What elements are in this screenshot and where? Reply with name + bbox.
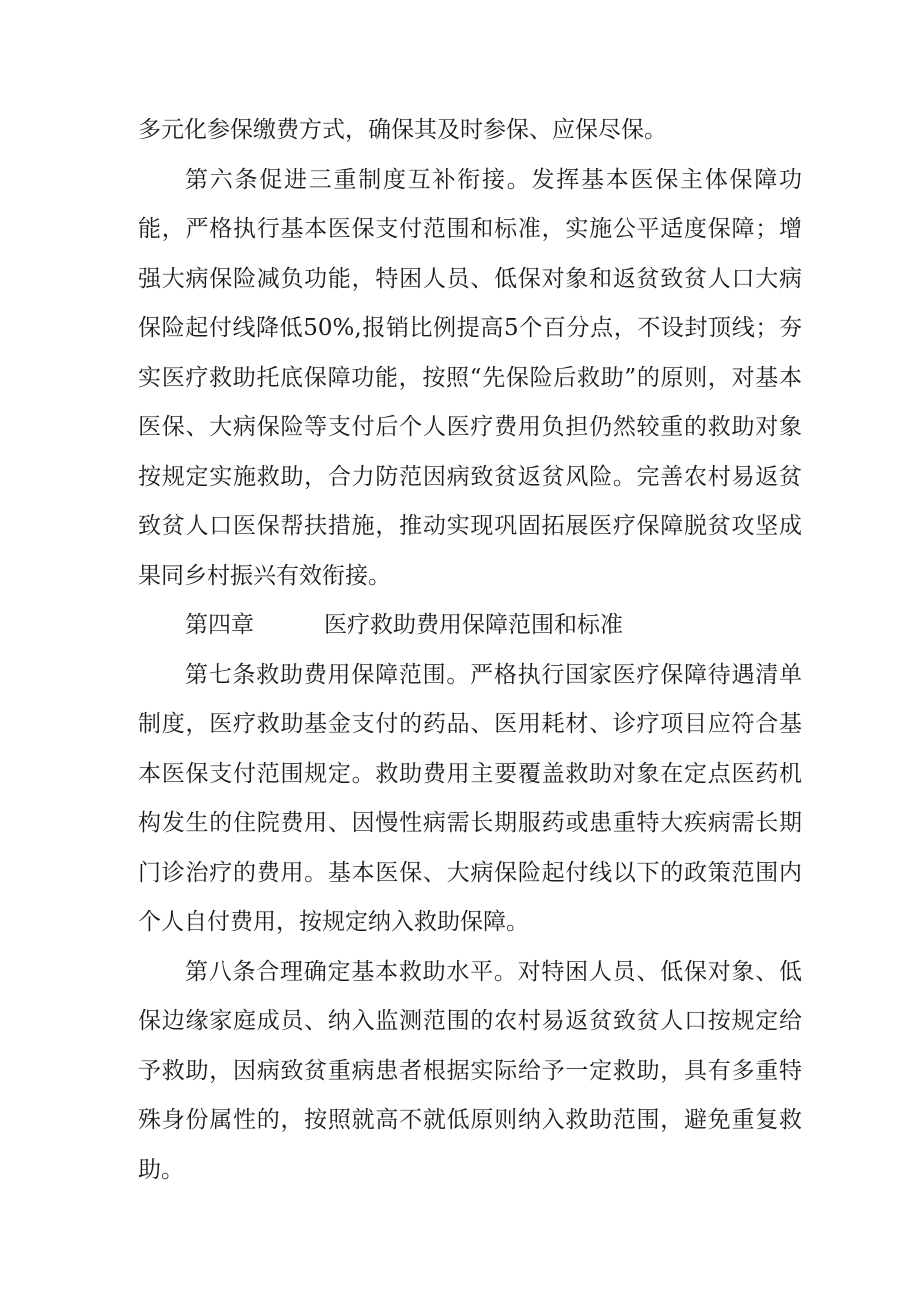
chapter-number: 第四章: [185, 612, 254, 638]
chapter-title: 医疗救助费用保障范围和标准: [324, 612, 623, 638]
chapter-heading: [138, 601, 802, 651]
paragraph-article-6: 第六条促进三重制度互补衔接。发挥基本医保主体保障功能，严格执行基本医保支付范围和标准，实施公平适度保障；增强大病保险减负功能，特困人员、低保对象和返贫致贫人口大病保险起付线降低50%,报销比例提高5个百分点，不设封顶线；夯实医疗救助托底保障功能，按照“先保险后救助”的原则，对基本医保、大病保险等支付后个人医疗费用负担仍然较重的救助对象按规定实施救助，合力防范因病致贫返贫风险。完善农村易返贫致贫人口医保帮扶措施，推动实现巩固拓展医疗保障脱贫攻坚成果同乡村振兴有效衔接。: [138, 166, 802, 589]
document-body: [138, 106, 802, 1195]
paragraph-continuation: 多元化参保缴费方式，确保其及时参保、应保尽保。: [138, 117, 667, 143]
paragraph-article-8: 第八条合理确定基本救助水平。对特困人员、低保对象、低保边缘家庭成员、纳入监测范围的农村易返贫致贫人口按规定给予救助，因病致贫重病患者根据实际给予一定救助，具有多重特殊身份属性的，按照就高不就低原则纳入救助范围，避免重复救助。: [138, 958, 802, 1183]
paragraph-article-7: 第七条救助费用保障范围。严格执行国家医疗保障待遇清单制度，医疗救助基金支付的药品、医用耗材、诊疗项目应符合基本医保支付范围规定。救助费用主要覆盖救助对象在定点医药机构发生的住院费用、因慢性病需长期服药或患重特大疾病需长期门诊治疗的费用。基本医保、大病保险起付线以下的政策范围内个人自付费用，按规定纳入救助保障。: [138, 661, 802, 935]
